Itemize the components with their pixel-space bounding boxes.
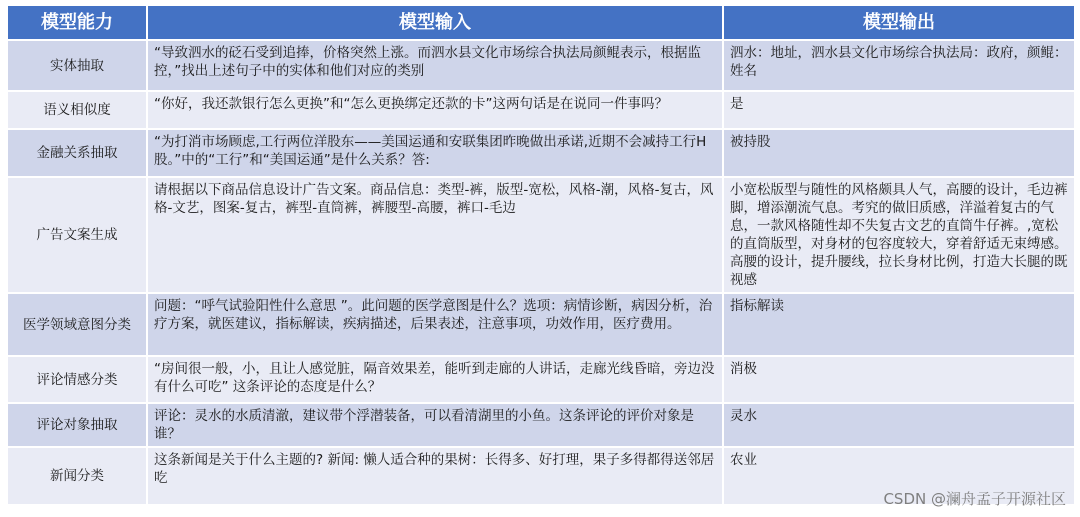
table-row — [8, 403, 1074, 447]
cell-capability: 实体抽取 — [8, 40, 147, 91]
cell-output: 灵水 — [723, 403, 1074, 447]
cell-capability: 新闻分类 — [8, 447, 147, 505]
cell-input: “为打消市场顾虑,工行两位洋股东——美国运通和安联集团昨晚做出承诺,近期不会减持工行H股。”中的“工行”和“美国运通”是什么关系？答: — [147, 129, 723, 177]
cell-output: 指标解读 — [723, 293, 1074, 356]
cell-capability: 广告文案生成 — [8, 177, 147, 293]
cell-capability: 医学领域意图分类 — [8, 293, 147, 356]
table-row — [8, 356, 1074, 403]
cell-output: 是 — [723, 91, 1074, 129]
cell-input: “房间很一般，小，且让人感觉脏，隔音效果差，能听到走廊的人讲话，走廊光线昏暗，旁边没有什么可吃” 这条评论的态度是什么？ — [147, 356, 723, 403]
table-row — [8, 293, 1074, 356]
cell-output: 小宽松版型与随性的风格颇具人气，高腰的设计，毛边裤脚，增添潮流气息。考究的做旧质感，洋溢着复古的气息，一款风格随性却不失复古文艺的直筒牛仔裤。,宽松的直筒版型，对身材的包容度较大，穿着舒适无束缚感。高腰的设计，提升腰线，拉长身材比例，打造大长腿的既视感 — [723, 177, 1074, 293]
cell-input: 问题：“呼气试验阳性什么意思 ”。此问题的医学意图是什么？选项：病情诊断，病因分析，治疗方案，就医建议，指标解读，疾病描述，后果表述，注意事项，功效作用，医疗费用。 — [147, 293, 723, 356]
header-output: 模型输出 — [723, 6, 1074, 40]
table-row — [8, 177, 1074, 293]
cell-output: 农业 — [723, 447, 1074, 505]
header-input: 模型输入 — [147, 6, 723, 40]
cell-input: 评论：灵水的水质清澈，建议带个浮潜装备，可以看清湖里的小鱼。这条评论的评价对象是谁？ — [147, 403, 723, 447]
header-capability: 模型能力 — [8, 6, 147, 40]
cell-input: “你好，我还款银行怎么更换”和“怎么更换绑定还款的卡”这两句话是在说同一件事吗？ — [147, 91, 723, 129]
cell-output: 泗水：地址，泗水县文化市场综合执法局：政府，颜鲲：姓名 — [723, 40, 1074, 91]
cell-capability: 金融关系抽取 — [8, 129, 147, 177]
table-row — [8, 129, 1074, 177]
cell-input: “导致泗水的砭石受到追捧，价格突然上涨。而泗水县文化市场综合执法局颜鲲表示，根据监控，”找出上述句子中的实体和他们对应的类别 — [147, 40, 723, 91]
cell-output: 被持股 — [723, 129, 1074, 177]
cell-capability: 评论对象抽取 — [8, 403, 147, 447]
csdn-watermark: CSDN @澜舟孟子开源社区 — [883, 490, 1066, 508]
capability-table-container — [8, 6, 1074, 506]
cell-capability: 评论情感分类 — [8, 356, 147, 403]
cell-output: 消极 — [723, 356, 1074, 403]
cell-input: 这条新闻是关于什么主题的? 新闻: 懒人适合种的果树：长得多、好打理，果子多得都得送邻居吃 — [147, 447, 723, 505]
capability-table — [8, 6, 1074, 506]
table-row — [8, 40, 1074, 91]
table-row — [8, 91, 1074, 129]
cell-input: 请根据以下商品信息设计广告文案。商品信息：类型-裤，版型-宽松，风格-潮，风格-复古，风格-文艺，图案-复古，裤型-直筒裤，裤腰型-高腰，裤口-毛边 — [147, 177, 723, 293]
cell-capability: 语义相似度 — [8, 91, 147, 129]
table-header-row — [8, 6, 1074, 40]
